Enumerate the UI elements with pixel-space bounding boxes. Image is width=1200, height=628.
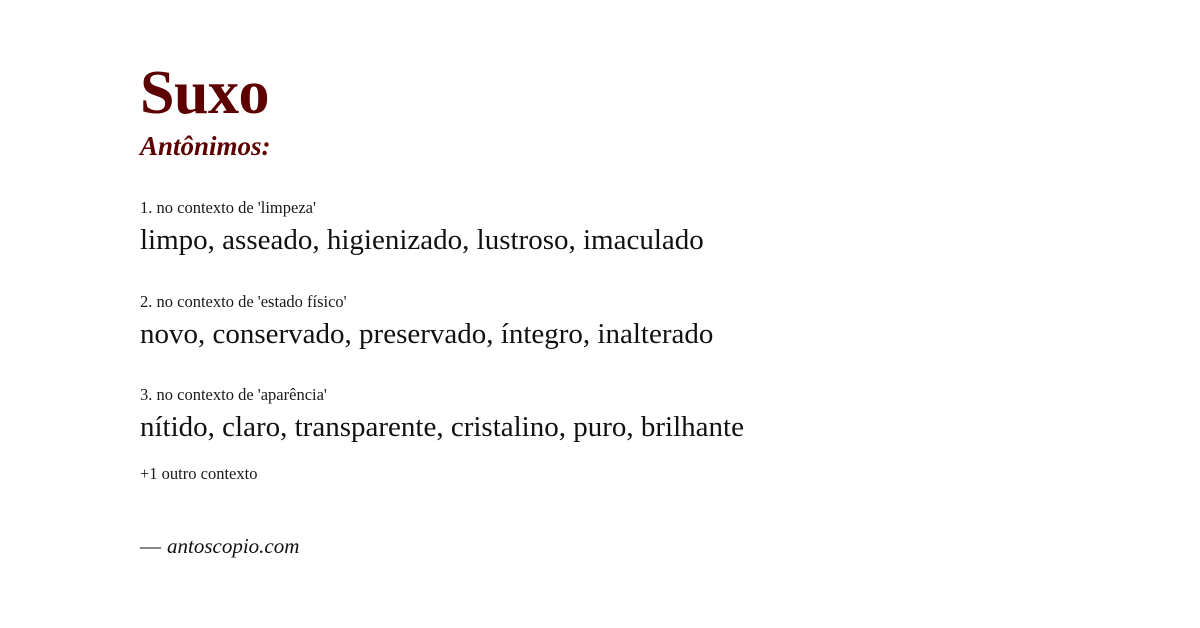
source-name: antoscopio.com: [167, 534, 300, 558]
sense-synonyms: limpo, asseado, higienizado, lustroso, imaculado: [140, 223, 704, 256]
page-title: Suxo: [140, 59, 269, 127]
sense-item: [140, 383, 1140, 447]
sense-synonyms: nítido, claro, transparente, cristalino, puro, brilhante: [140, 411, 744, 444]
sense-context-label: 2. no contexto de 'estado físico': [140, 291, 347, 311]
sense-context-label: 1. no contexto de 'limpeza': [140, 198, 316, 217]
section-subtitle: Antônimos:: [140, 131, 271, 161]
more-contexts-note: +1 outro contexto: [140, 464, 258, 483]
em-dash: —: [140, 534, 161, 558]
sense-context-label: 3. no contexto de 'aparência': [140, 385, 327, 405]
source-attribution: [140, 534, 299, 559]
sense-item: [140, 290, 1140, 354]
sense-synonyms: novo, conservado, preservado, íntegro, inalterado: [140, 317, 714, 350]
sense-list: [140, 196, 1140, 447]
sense-item: [140, 196, 1140, 260]
